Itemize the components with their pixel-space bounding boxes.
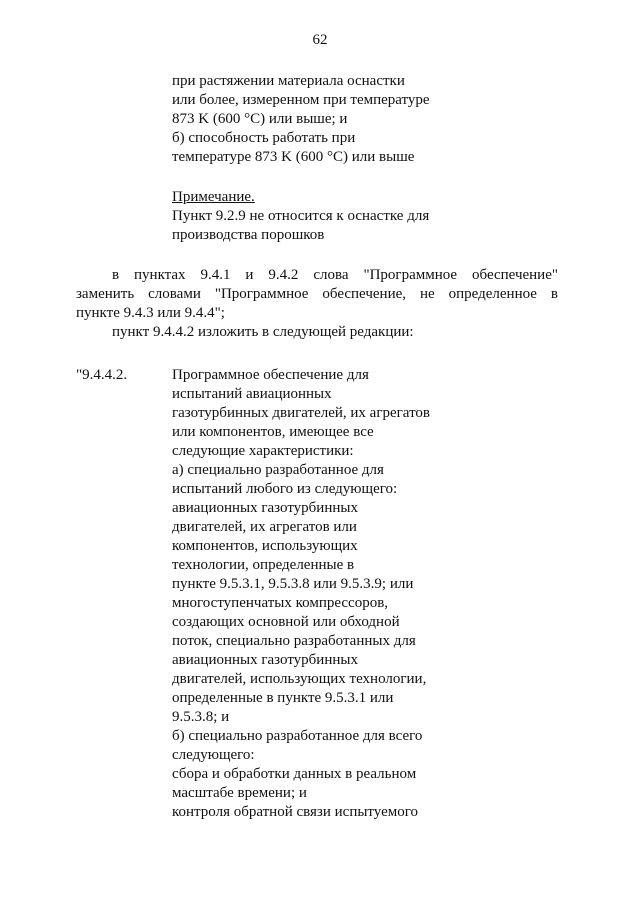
item-line: создающих основной или обходной	[172, 614, 400, 630]
item-label: "9.4.4.2.	[76, 367, 128, 383]
item-line: двигателей, их агрегатов или	[172, 519, 357, 535]
item-line: контроля обратной связи испытуемого	[172, 804, 419, 820]
item-line: следующего:	[172, 747, 255, 763]
item-line: испытаний любого из следующего:	[172, 481, 398, 497]
item-line: газотурбинных двигателей, их агрегатов	[172, 405, 431, 421]
text-line: б) способность работать при	[172, 130, 356, 146]
amendment-paragraph	[76, 266, 558, 323]
note-line: производства порошков	[172, 227, 325, 243]
item-line: следующие характеристики:	[172, 443, 354, 459]
text-line: при растяжении материала оснастки	[172, 73, 405, 89]
item-line: Программное обеспечение для	[172, 367, 369, 383]
item-line: двигателей, использующих технологии,	[172, 671, 427, 687]
note-line: Пункт 9.2.9 не относится к оснастке для	[172, 208, 430, 224]
item-line: или компонентов, имеющее все	[172, 424, 374, 440]
paragraph-line: пункте 9.4.3 или 9.4.4";	[76, 305, 225, 321]
item-line: компонентов, использующих	[172, 538, 358, 554]
item-line: пункте 9.5.3.1, 9.5.3.8 или 9.5.3.9; или	[172, 576, 414, 592]
item-line: определенные в пункте 9.5.3.1 или	[172, 690, 394, 706]
item-line: масштабе времени; и	[172, 785, 307, 801]
item-line: испытаний авиационных	[172, 386, 332, 402]
edit-instruction: пункт 9.4.4.2 изложить в следующей редакции:	[112, 324, 414, 340]
item-line: авиационных газотурбинных	[172, 500, 358, 516]
text-line: температуре 873 K (600 °C) или выше	[172, 149, 415, 165]
item-line: технологии, определенные в	[172, 557, 355, 573]
item-line: сбора и обработки данных в реальном	[172, 766, 417, 782]
item-line: авиационных газотурбинных	[172, 652, 358, 668]
item-line: многоступенчатых компрессоров,	[172, 595, 389, 611]
item-line: поток, специально разработанных для	[172, 633, 416, 649]
item-line: а) специально разработанное для	[172, 462, 384, 478]
text-line: 873 K (600 °C) или выше; и	[172, 111, 348, 127]
note-title: Примечание.	[172, 189, 255, 205]
text-line: или более, измеренном при температуре	[172, 92, 430, 108]
item-line: 9.5.3.8; и	[172, 709, 230, 725]
paragraph-line: в пунктах 9.4.1 и 9.4.2 слова "Программное обеспечение"	[112, 267, 558, 283]
page-number: 62	[312, 32, 328, 48]
paragraph-line: заменить словами "Программное обеспечение, не определенное в	[76, 286, 558, 302]
item-line: б) специально разработанное для всего	[172, 728, 423, 744]
